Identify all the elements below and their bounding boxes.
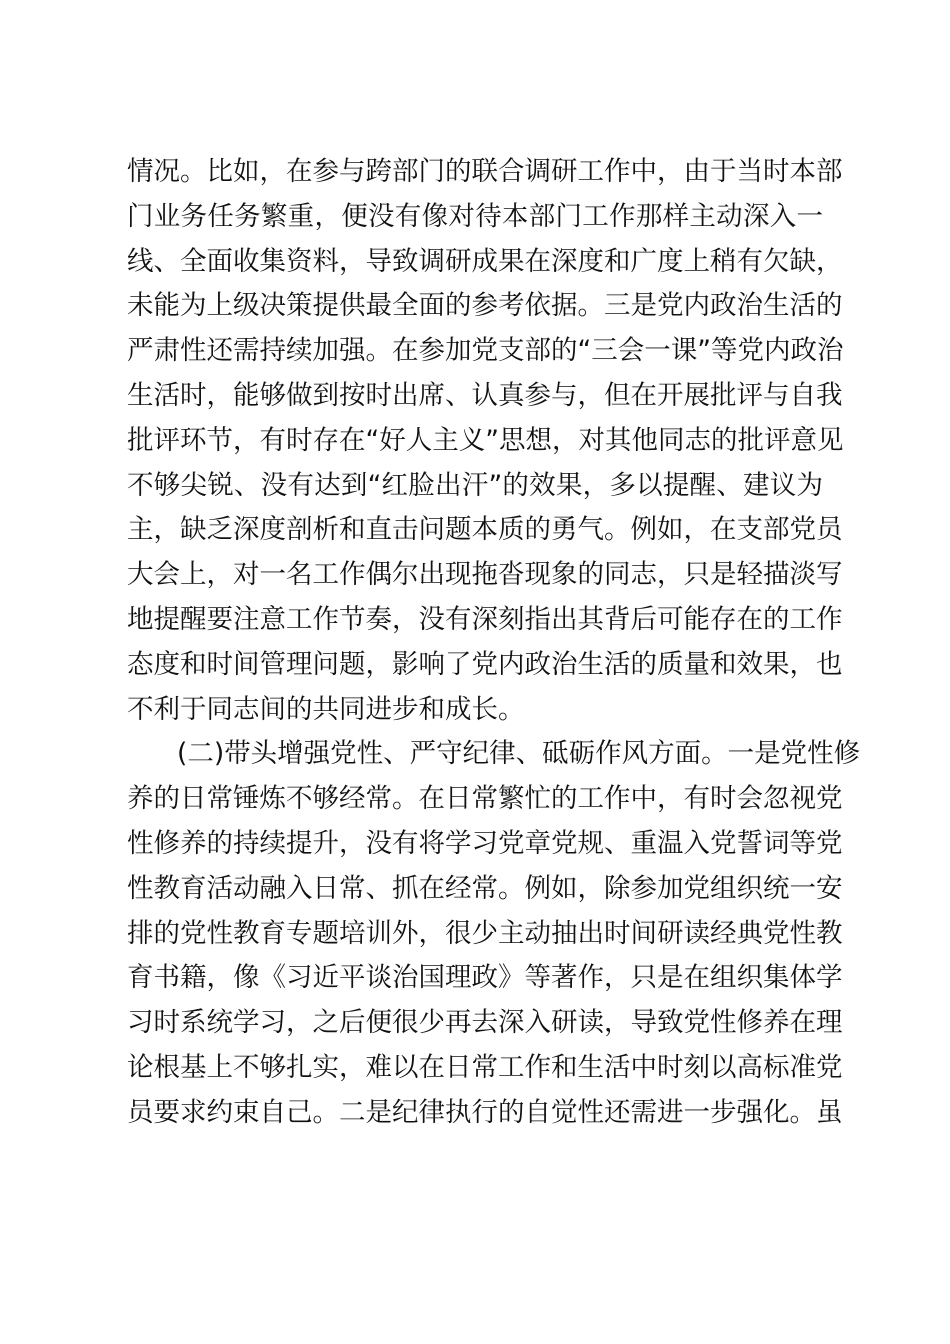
text-line: 大会上，对一名工作偶尔出现拖沓现象的同志，只是轻描淡写 xyxy=(127,559,843,591)
text-line: 论根基上不够扎实，难以在日常工作和生活中时刻以高标准党 xyxy=(127,1051,843,1083)
text-line: 态度和时间管理问题，影响了党内政治生活的质量和效果，也 xyxy=(127,648,843,680)
text-line: 地提醒要注意工作节奏，没有深刻指出其背后可能存在的工作 xyxy=(127,603,843,635)
text-line: 不够尖锐、没有达到“红脸出汗”的效果，多以提醒、建议为 xyxy=(127,469,823,501)
text-line: 主，缺乏深度剖析和直击问题本质的勇气。例如，在支部党员 xyxy=(127,514,843,546)
section-heading-line: (二)带头增强党性、严守纪律、砥砺作风方面。一是党性修 xyxy=(177,738,861,770)
text-line: 未能为上级决策提供最全面的参考依据。三是党内政治生活的 xyxy=(127,290,843,322)
body-text xyxy=(127,150,861,1136)
text-line: 习时系统学习，之后便很少再去深入研读，导致党性修养在理 xyxy=(127,1007,843,1039)
text-line: 排的党性教育专题培训外，很少主动抽出时间研读经典党性教 xyxy=(127,917,843,949)
text-line: 情况。比如，在参与跨部门的联合调研工作中，由于当时本部 xyxy=(127,156,843,187)
text-line: 不利于同志间的共同进步和成长。 xyxy=(127,693,525,725)
text-line: 批评环节，有时存在“好人主义”思想，对其他同志的批评意见 xyxy=(127,424,844,456)
text-line: 生活时，能够做到按时出席、认真参与，但在开展批评与自我 xyxy=(127,379,843,411)
text-line: 严肃性还需持续加强。在参加党支部的“三会一课”等党内政治 xyxy=(127,335,844,367)
text-line: 门业务任务繁重，便没有像对待本部门工作那样主动深入一 xyxy=(127,200,823,232)
text-line: 员要求约束自己。二是纪律执行的自觉性还需进一步强化。虽 xyxy=(127,1096,843,1128)
text-line: 性修养的持续提升，没有将学习党章党规、重温入党誓词等党 xyxy=(127,827,843,859)
text-line: 线、全面收集资料，导致调研成果在深度和广度上稍有欠缺， xyxy=(127,245,843,277)
text-line: 养的日常锤炼不够经常。在日常繁忙的工作中，有时会忽视党 xyxy=(127,783,843,815)
text-line: 性教育活动融入日常、抓在经常。例如，除参加党组织统一安 xyxy=(127,872,843,904)
text-line: 育书籍，像《习近平谈治国理政》等著作，只是在组织集体学 xyxy=(127,962,843,994)
